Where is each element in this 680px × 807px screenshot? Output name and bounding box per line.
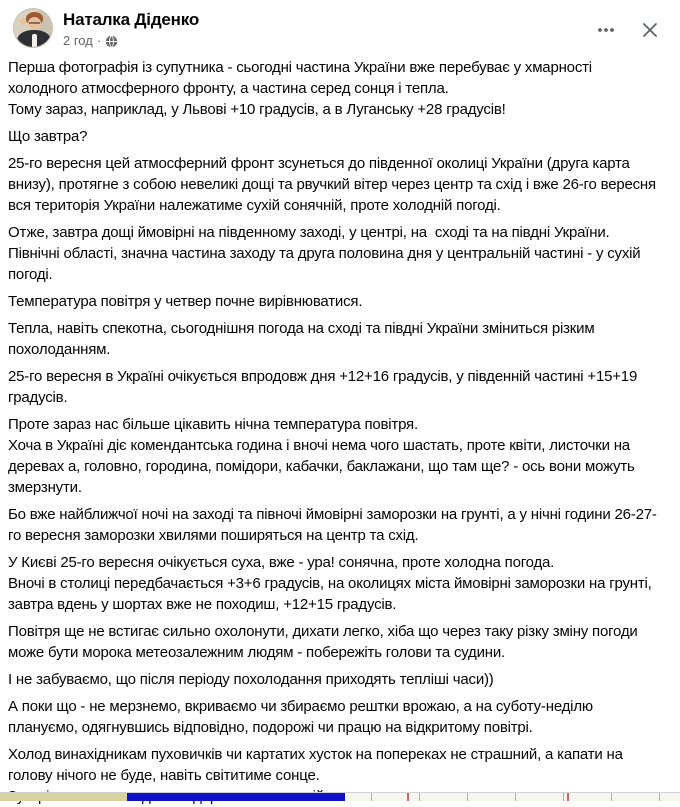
post-paragraph bbox=[8, 222, 662, 285]
post-paragraph bbox=[8, 621, 662, 663]
post-text-line: Отже, завтра дощі ймовірні на південному заході, у центрі, на сході та на півдні України. bbox=[8, 224, 610, 241]
post-text-line: Тому зараз, наприклад, у Львові +10 градусів, а в Луганську +28 градусів! bbox=[8, 101, 506, 118]
meta-separator: · bbox=[96, 33, 102, 48]
globe-icon bbox=[105, 35, 118, 48]
post-paragraph bbox=[8, 504, 662, 546]
post-text-line: Тепла, навіть спекотна, сьогоднішня погода на сході та півдні України зміниться різким похолоданням. bbox=[8, 320, 599, 358]
post-paragraph bbox=[8, 414, 662, 498]
post-text-line: 25-го вересня цей атмосферний фронт зсунеться до південної околиці України (друга карта внизу), протягне з собою невеликі дощі та рвучкий вітер через центр та схід і вже 26-го вересня вся територія України належатиме сухій сонячній, проте холодній погоді. bbox=[8, 155, 660, 214]
timestamp[interactable]: 2 год bbox=[63, 33, 93, 48]
post-paragraph bbox=[8, 57, 662, 120]
more-options-button[interactable] bbox=[594, 18, 618, 42]
satellite-sea-strip[interactable] bbox=[127, 793, 345, 801]
avatar-glasses bbox=[29, 22, 40, 24]
close-button[interactable] bbox=[638, 18, 662, 42]
post-text-line: Бо вже найближчої ночі на заході та півночі ймовірні заморозки на грунті, а у нічні години 26-27-го вересня заморозки хвилями поширяться на центр та схід. bbox=[8, 506, 657, 544]
post-text-line: І не забуваємо, що після періоду похолодання приходять тепліші часи)) bbox=[8, 671, 494, 688]
post-text-line: Проте зараз нас більше цікавить нічна температура повітря. bbox=[8, 416, 418, 433]
post-text-line: У Києві 25-го вересня очікується суха, вже - ура! сонячна, проте холодна погода. bbox=[8, 554, 555, 571]
post-text-line: А поки що - не мерзнемо, вкриваємо чи збираємо рештки врожаю, а на суботу-неділю плануємо, одягнувшись відповідно, подорожі чи працю на відкритому повітрі. bbox=[8, 698, 597, 736]
post-paragraph bbox=[8, 366, 662, 408]
post-header bbox=[0, 0, 680, 53]
post-text-line: Повітря ще не встигає сильно охолонути, дихати легко, хіба що через таку різку зміну погоди може бути морока метеозалежним людям - побережіть голови та судини. bbox=[8, 623, 642, 661]
avatar-shirt bbox=[32, 34, 37, 47]
post-text bbox=[0, 53, 680, 807]
post-text-line: Що завтра? bbox=[8, 128, 88, 145]
post-paragraph bbox=[8, 153, 662, 216]
post-text-line: Північні області, значна частина заходу та друга половина дня у центральній частині - у сухій погоді. bbox=[8, 245, 645, 283]
post-paragraph bbox=[8, 696, 662, 738]
post-text-line: Температура повітря у четвер почне вирівнюватися. bbox=[8, 293, 363, 310]
post-text-line: Холод винахідникам пуховичків чи картатих хусток на попереках не страшний, а капати на голову нічого не буде, навіть світитиме сонце. bbox=[8, 746, 627, 784]
post-paragraph bbox=[8, 291, 662, 312]
avatar[interactable] bbox=[13, 8, 53, 48]
post-paragraph bbox=[8, 318, 662, 360]
post-text-line: Хоча в Україні діє комендантська година і вночі нема чого шастать, проте квіти, листочки на деревах а, головно, городина, помідори, кабачки, баклажани, що там ще? - ось вони можуть змерзнути. bbox=[8, 437, 639, 496]
post-paragraph bbox=[8, 126, 662, 147]
post-meta bbox=[63, 33, 594, 49]
weather-map-strip[interactable] bbox=[345, 793, 680, 801]
header-actions bbox=[594, 8, 668, 42]
post-text-line: Вночі в столиці передбачається +3+6 градусів, на околицях міста ймовірні заморозки на грунті, завтра вдень у шортах вже не походиш, +12+15 градусів. bbox=[8, 575, 656, 613]
post-text-line: Перша фотографія із супутника - сьогодні частина України вже перебуває у хмарності холодного атмосферного фронту, а частина серед сонця і тепла. bbox=[8, 59, 596, 97]
post-paragraph bbox=[8, 669, 662, 690]
author-name[interactable]: Наталка Діденко bbox=[63, 10, 200, 29]
header-meta bbox=[63, 8, 594, 49]
attached-image-edge[interactable] bbox=[0, 792, 680, 801]
satellite-terrain-strip[interactable] bbox=[0, 793, 127, 801]
post-text-line: 25-го вересня в Україні очікується впродовж дня +12+16 градусів, у південній частині +15+19 градусів. bbox=[8, 368, 642, 406]
post-paragraph bbox=[8, 552, 662, 615]
